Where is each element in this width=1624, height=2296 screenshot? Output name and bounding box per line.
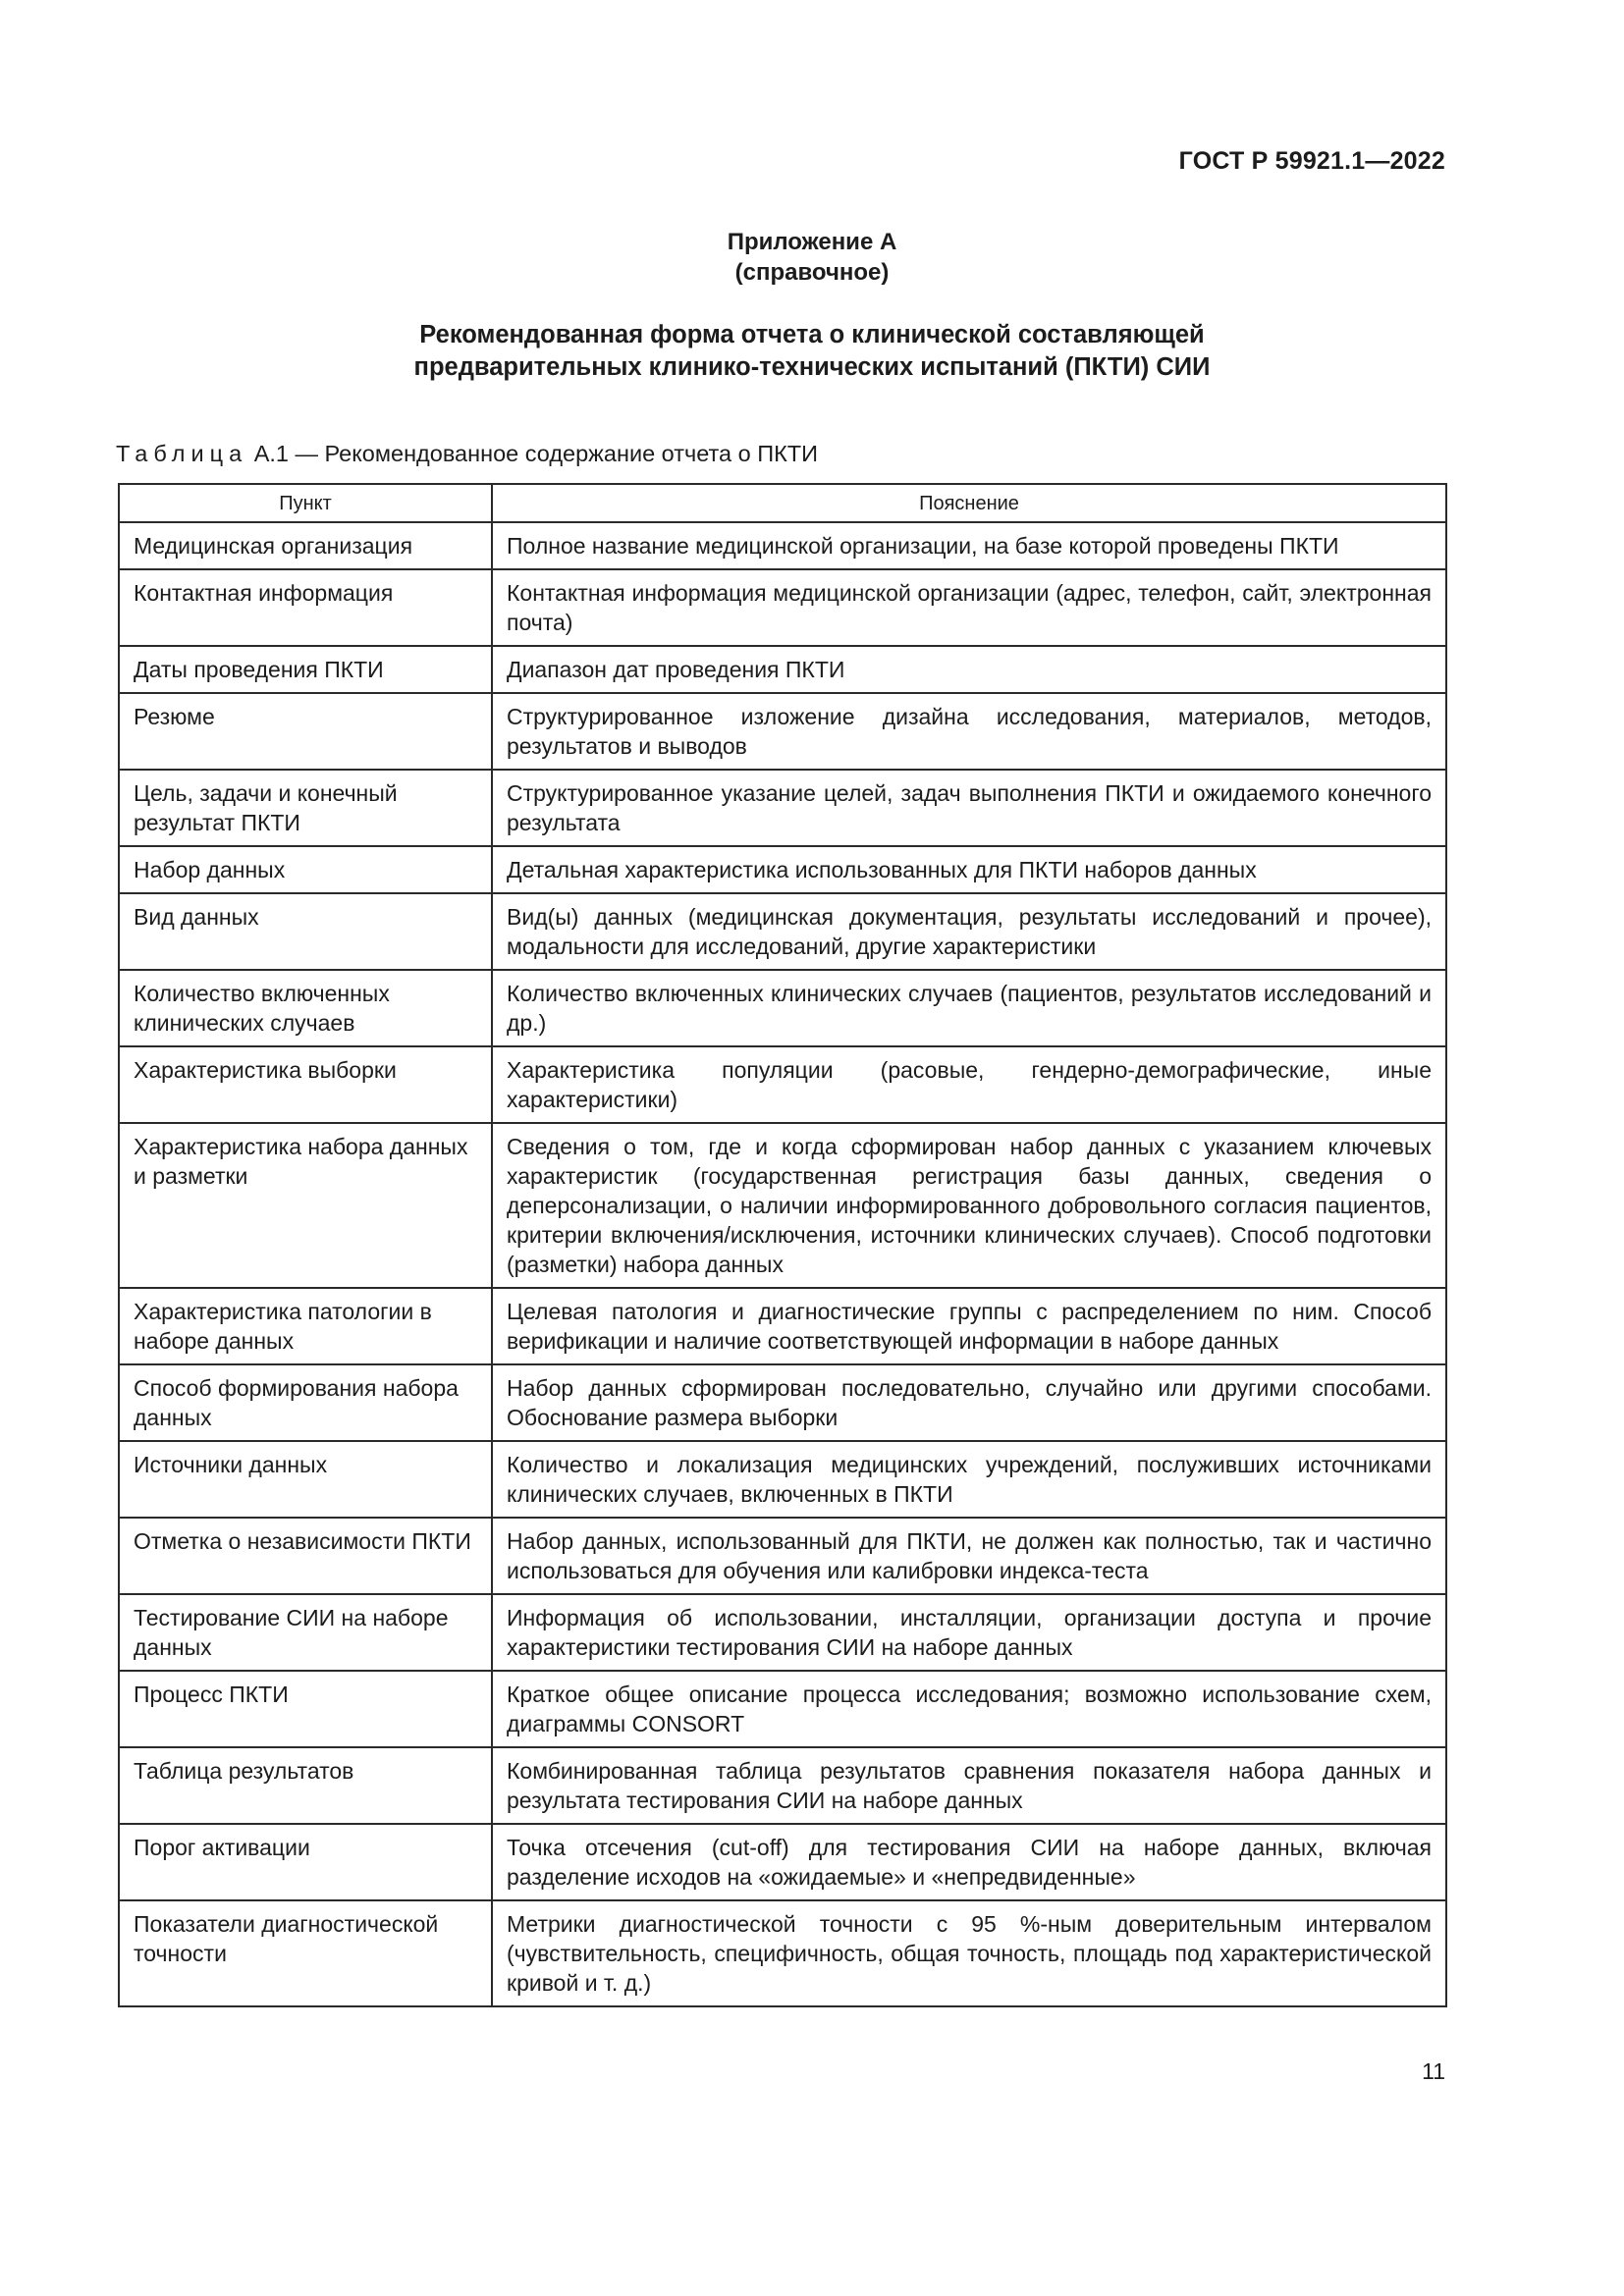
cell-explanation: Метрики диагностической точности с 95 %-ным доверительным интервалом (чувствительность, специфичность, общая точность, площадь под характеристической кривой и т. д.) <box>492 1900 1446 2006</box>
cell-explanation: Целевая патология и диагностические группы с распределением по ним. Способ верификации и наличие соответствующей информации в наборе данных <box>492 1288 1446 1364</box>
cell-item: Характеристика выборки <box>119 1046 492 1123</box>
cell-item: Показатели диагностической точности <box>119 1900 492 2006</box>
column-header-item: Пункт <box>119 484 492 522</box>
cell-explanation: Диапазон дат проведения ПКТИ <box>492 646 1446 693</box>
table-row <box>119 1364 1446 1441</box>
cell-item: Количество включенных клинических случаев <box>119 970 492 1046</box>
cell-item: Набор данных <box>119 846 492 893</box>
appendix-subtitle: (справочное) <box>734 259 890 286</box>
table-row <box>119 1594 1446 1671</box>
cell-explanation: Набор данных сформирован последовательно, случайно или другими способами. Обоснование размера выборки <box>492 1364 1446 1441</box>
cell-item: Характеристика набора данных и разметки <box>119 1123 492 1288</box>
table-row <box>119 846 1446 893</box>
table-row <box>119 1046 1446 1123</box>
cell-item: Резюме <box>119 693 492 770</box>
cell-item: Способ формирования набора данных <box>119 1364 492 1441</box>
cell-explanation: Количество включенных клинических случаев (пациентов, результатов исследований и др.) <box>492 970 1446 1046</box>
cell-explanation: Структурированное изложение дизайна исследования, материалов, методов, результатов и выводов <box>492 693 1446 770</box>
table-row <box>119 970 1446 1046</box>
cell-explanation: Контактная информация медицинской организации (адрес, телефон, сайт, электронная почта) <box>492 569 1446 646</box>
cell-item: Даты проведения ПКТИ <box>119 646 492 693</box>
table-row <box>119 893 1446 970</box>
table-row <box>119 1518 1446 1594</box>
cell-explanation: Характеристика популяции (расовые, гендерно-демографические, иные характеристики) <box>492 1046 1446 1123</box>
cell-item: Отметка о независимости ПКТИ <box>119 1518 492 1594</box>
table-row <box>119 1747 1446 1824</box>
table-row <box>119 522 1446 569</box>
document-code: ГОСТ Р 59921.1—2022 <box>1178 147 1445 175</box>
cell-explanation: Краткое общее описание процесса исследования; возможно использование схем, диаграммы CONSORT <box>492 1671 1446 1747</box>
report-content-table <box>118 483 1447 2007</box>
table-caption-text: — Рекомендованное содержание отчета о ПКТИ <box>288 441 819 466</box>
cell-item: Контактная информация <box>119 569 492 646</box>
cell-item: Порог активации <box>119 1824 492 1900</box>
appendix-title: Приложение А <box>727 229 897 255</box>
table-row <box>119 569 1446 646</box>
cell-explanation: Сведения о том, где и когда сформирован набор данных с указанием ключевых характеристик (государственная регистрация базы данных, сведения о деперсонализации, о наличии информированного добровольного согласия пациентов, критерии включения/исключения, источники клинических случаев). Способ подготовки (разметки) набора данных <box>492 1123 1446 1288</box>
table-row <box>119 1824 1446 1900</box>
table-body <box>119 522 1446 2006</box>
cell-item: Вид данных <box>119 893 492 970</box>
table-row <box>119 1441 1446 1518</box>
cell-explanation: Структурированное указание целей, задач выполнения ПКТИ и ожидаемого конечного результата <box>492 770 1446 846</box>
table-row <box>119 1671 1446 1747</box>
cell-explanation: Информация об использовании, инсталляции, организации доступа и прочие характеристики тестирования СИИ на наборе данных <box>492 1594 1446 1671</box>
cell-explanation: Детальная характеристика использованных для ПКТИ наборов данных <box>492 846 1446 893</box>
cell-item: Характеристика патологии в наборе данных <box>119 1288 492 1364</box>
page-number: 11 <box>1422 2058 1445 2084</box>
cell-explanation: Количество и локализация медицинских учреждений, послуживших источниками клинических случаев, включенных в ПКТИ <box>492 1441 1446 1518</box>
table-row <box>119 1123 1446 1288</box>
cell-item: Цель, задачи и конечный результат ПКТИ <box>119 770 492 846</box>
cell-item: Медицинская организация <box>119 522 492 569</box>
cell-item: Процесс ПКТИ <box>119 1671 492 1747</box>
table-row <box>119 693 1446 770</box>
table-row <box>119 1900 1446 2006</box>
table-row <box>119 770 1446 846</box>
table-caption-label: Таблица <box>116 441 248 466</box>
cell-explanation: Точка отсечения (cut-off) для тестирования СИИ на наборе данных, включая разделение исходов на «ожидаемые» и «непредвиденные» <box>492 1824 1446 1900</box>
cell-explanation: Вид(ы) данных (медицинская документация, результаты исследований и прочее), модальности для исследований, другие характеристики <box>492 893 1446 970</box>
cell-explanation: Комбинированная таблица результатов сравнения показателя набора данных и результата тестирования СИИ на наборе данных <box>492 1747 1446 1824</box>
table-caption-number: А.1 <box>253 441 289 466</box>
column-header-explanation: Пояснение <box>492 484 1446 522</box>
table-header-row <box>119 484 1446 522</box>
cell-item: Тестирование СИИ на наборе данных <box>119 1594 492 1671</box>
table-row <box>119 646 1446 693</box>
table-row <box>119 1288 1446 1364</box>
section-heading-line-2: предварительных клинико-технических испытаний (ПКТИ) СИИ <box>413 353 1211 381</box>
table-caption <box>116 441 818 467</box>
cell-explanation: Набор данных, использованный для ПКТИ, не должен как полностью, так и частично использоваться для обучения или калибровки индекса-теста <box>492 1518 1446 1594</box>
section-heading-line-1: Рекомендованная форма отчета о клинической составляющей <box>419 321 1205 348</box>
cell-item: Таблица результатов <box>119 1747 492 1824</box>
cell-explanation: Полное название медицинской организации, на базе которой проведены ПКТИ <box>492 522 1446 569</box>
cell-item: Источники данных <box>119 1441 492 1518</box>
